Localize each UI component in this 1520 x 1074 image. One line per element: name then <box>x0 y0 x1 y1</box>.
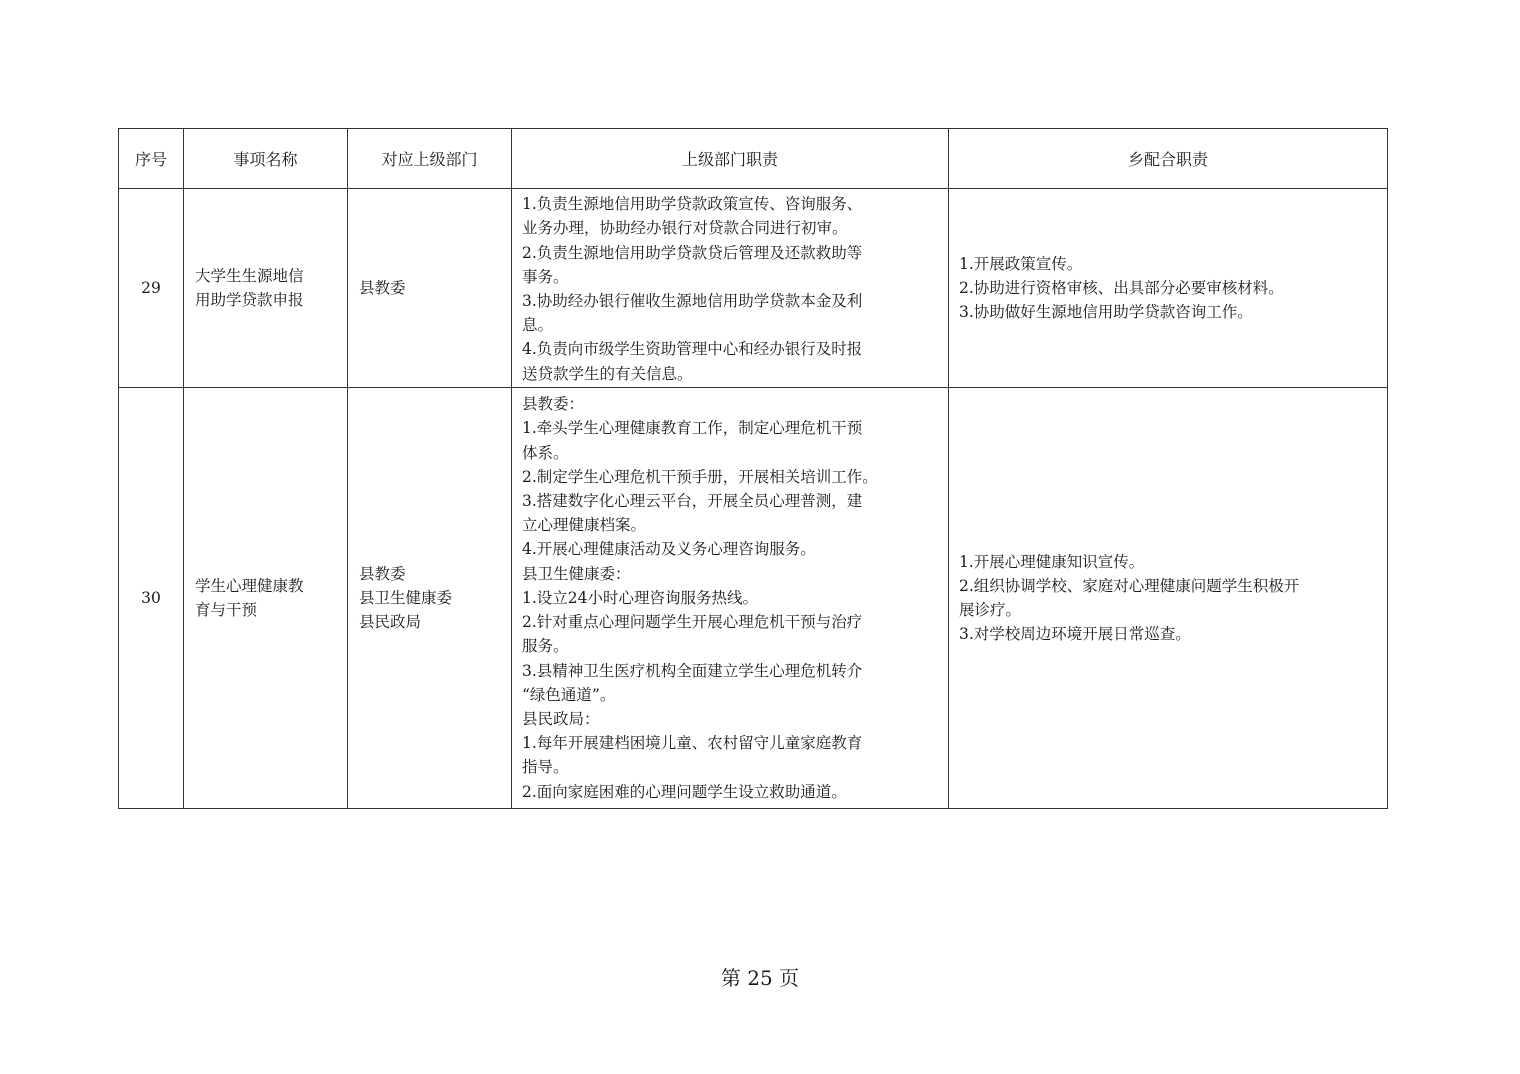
duty-line: 3.协助经办银行催收生源地信用助学贷款本金及利 <box>522 292 863 310</box>
duty-line: 业务办理，协助经办银行对贷款合同进行初审。 <box>522 219 848 238</box>
row-item-name <box>184 189 348 388</box>
item-name-line: 育与干预 <box>195 601 258 619</box>
coop-line: 1.开展心理健康知识宣传。 <box>959 552 1145 571</box>
duty-line: “绿色通道”。 <box>522 685 616 704</box>
duty-table <box>118 128 1388 809</box>
coop-line: 展诊疗。 <box>959 601 1022 619</box>
duty-line: 2.负责生源地信用助学贷款贷后管理及还款救助等 <box>522 243 863 262</box>
duty-line: 县民政局： <box>522 709 600 728</box>
row-superior-dept <box>348 189 512 388</box>
page-number: 第 25 页 <box>720 966 800 990</box>
coop-line: 1.开展政策宣传。 <box>959 254 1083 273</box>
item-name-line: 学生心理健康教 <box>195 576 304 595</box>
header-township-duties: 乡配合职责 <box>949 129 1388 189</box>
row-superior-dept <box>348 388 512 809</box>
duty-line: 服务。 <box>522 637 569 656</box>
duty-line: 体系。 <box>522 443 569 462</box>
duty-line: 1.每年开展建档困境儿童、农村留守儿童家庭教育 <box>522 734 863 753</box>
duty-line: 4.负责向市级学生资助管理中心和经办银行及时报 <box>522 340 863 359</box>
dept-line: 县民政局 <box>359 613 422 632</box>
duty-line: 1.设立24小时心理咨询服务热线。 <box>522 588 759 607</box>
duty-line: 3.搭建数字化心理云平台，开展全员心理普测，建 <box>522 492 863 511</box>
duty-line: 4.开展心理健康活动及义务心理咨询服务。 <box>522 540 816 559</box>
duty-line: 2.针对重点心理问题学生开展心理危机干预与治疗 <box>522 613 863 632</box>
item-name-line: 大学生生源地信 <box>195 266 304 285</box>
duty-line: 1.负责生源地信用助学贷款政策宣传、咨询服务、 <box>522 195 863 214</box>
row-superior-duties <box>512 189 949 388</box>
coop-line: 2.协助进行资格审核、出具部分必要审核材料。 <box>959 278 1284 297</box>
dept-line: 县教委 <box>359 564 406 583</box>
duty-line: 3.县精神卫生医疗机构全面建立学生心理危机转介 <box>522 661 863 680</box>
header-item-name: 事项名称 <box>184 129 348 189</box>
table-row <box>119 189 1388 388</box>
row-township-duties <box>949 189 1388 388</box>
coop-line: 3.对学校周边环境开展日常巡查。 <box>959 625 1191 644</box>
duty-line: 指导。 <box>522 758 569 777</box>
table-row <box>119 388 1388 809</box>
dept-line: 县卫生健康委 <box>359 588 453 607</box>
duty-line: 县卫生健康委： <box>522 564 631 583</box>
header-row <box>119 129 1388 189</box>
duty-line: 事务。 <box>522 267 569 286</box>
header-seq: 序号 <box>119 129 184 189</box>
duty-line: 2.面向家庭困难的心理问题学生设立救助通道。 <box>522 782 847 801</box>
row-item-name <box>184 388 348 809</box>
duty-line: 县教委： <box>522 395 585 414</box>
duty-line: 息。 <box>522 316 554 335</box>
coop-line: 2.组织协调学校、家庭对心理健康问题学生积极开 <box>959 576 1300 595</box>
item-name-line: 用助学贷款申报 <box>195 291 304 309</box>
header-superior-duties: 上级部门职责 <box>512 129 949 189</box>
row-superior-duties <box>512 388 949 809</box>
duty-line: 送贷款学生的有关信息。 <box>522 364 693 383</box>
coop-line: 3.协助做好生源地信用助学贷款咨询工作。 <box>959 303 1253 322</box>
row-township-duties <box>949 388 1388 809</box>
dept-line: 县教委 <box>359 278 406 297</box>
row-seq: 30 <box>119 388 184 809</box>
duty-line: 1.牵头学生心理健康教育工作，制定心理危机干预 <box>522 419 863 438</box>
row-seq: 29 <box>119 189 184 388</box>
duty-line: 2.制定学生心理危机干预手册，开展相关培训工作。 <box>522 467 878 486</box>
duty-line: 立心理健康档案。 <box>522 516 647 535</box>
header-superior-dept: 对应上级部门 <box>348 129 512 189</box>
